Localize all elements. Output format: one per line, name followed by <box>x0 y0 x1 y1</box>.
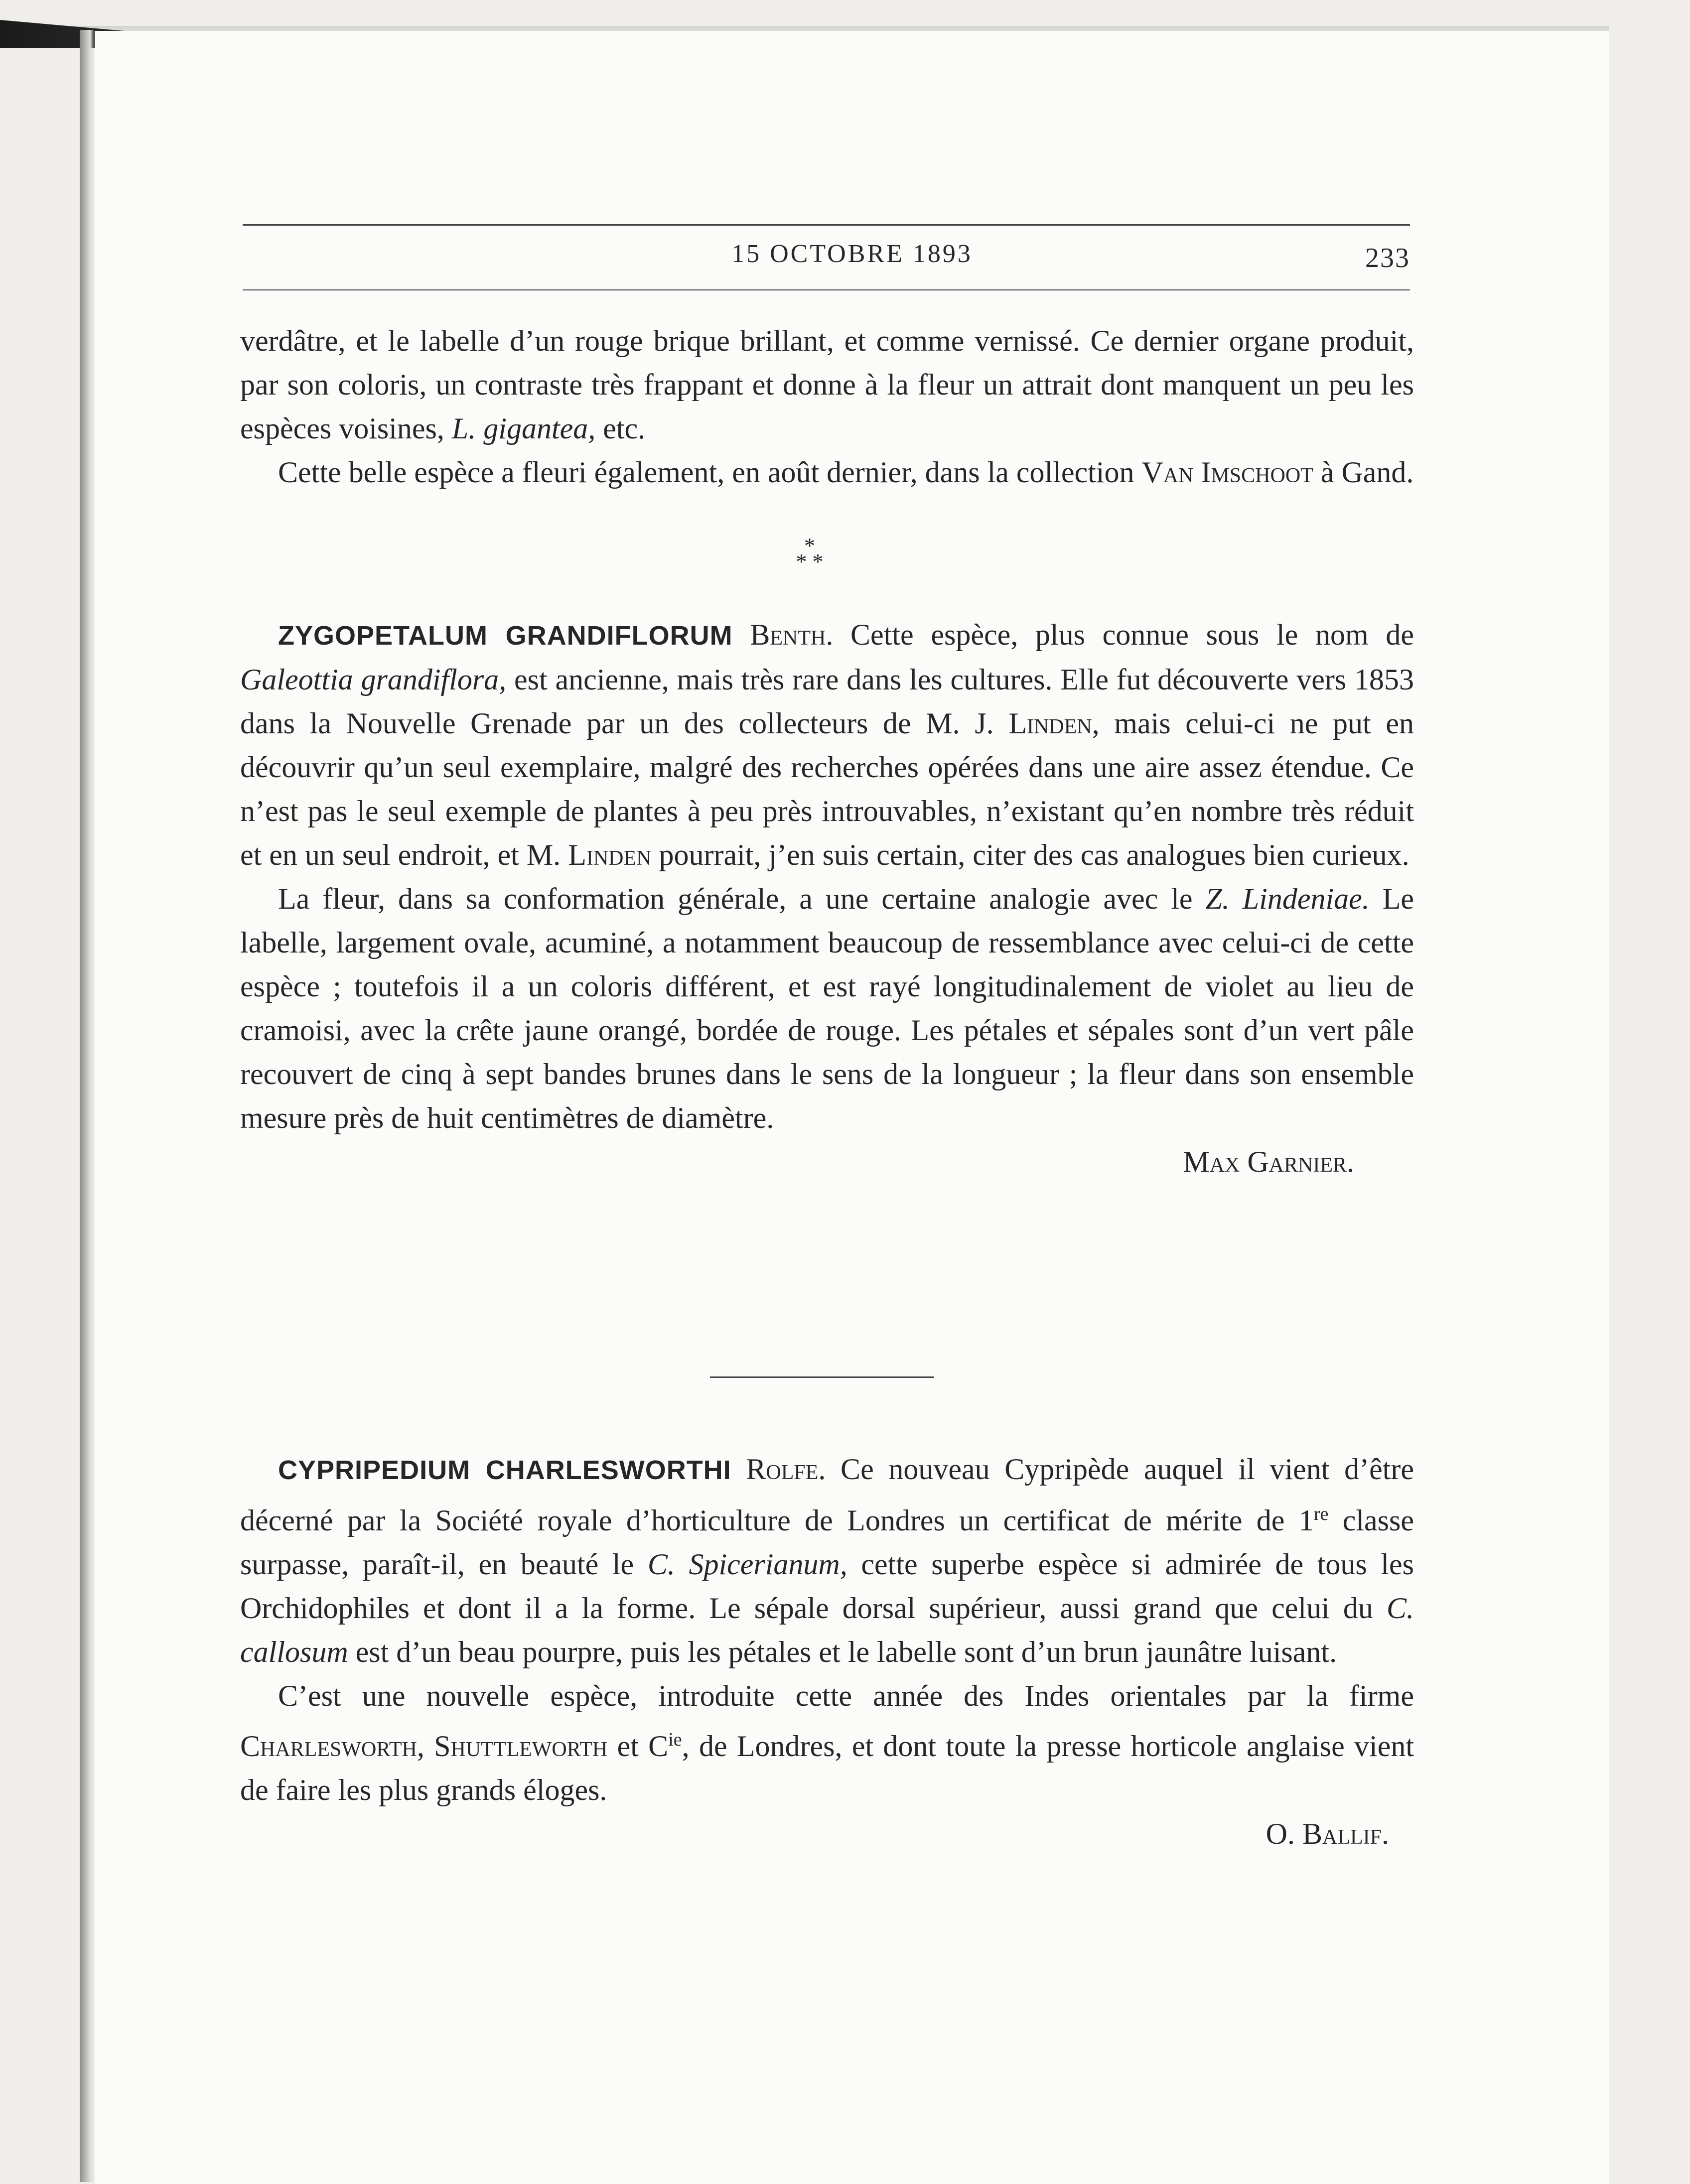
text-run: , mais celui-ci ne put en découvrir qu’un seul exemplaire, malgré des recherches opérées dans une aire assez étendue. Ce n’est pas le seul exemple de plantes à peu près introuvables, n’existant qu’en nombre très réduit et en un seul endroit, et M. <box>240 707 1414 871</box>
text-run: etc. <box>595 412 646 445</box>
paragraph <box>240 1674 1414 1812</box>
header-rule-bottom <box>243 289 1410 290</box>
paragraph <box>240 1447 1414 1674</box>
species-author: Rolfe. <box>746 1453 826 1486</box>
header-date: 15 OCTOBRE 1893 <box>731 240 973 268</box>
small-caps-name: Shuttleworth <box>434 1730 608 1763</box>
paragraph <box>240 319 1414 450</box>
text-run: La fleur, dans sa conformation générale, a une certaine analogie avec le <box>278 882 1206 915</box>
asterism-divider: * * * <box>796 534 824 574</box>
text-run: cette superbe espèce si admirée de tous les Orchidophiles et dont il a la forme. Le sépale dorsal supérieur, aussi grand que celui du <box>240 1548 1414 1625</box>
header-rule-top <box>243 224 1410 226</box>
italic-name: C. callosum <box>240 1592 1414 1668</box>
superscript: re <box>1313 1503 1329 1524</box>
paragraph <box>240 613 1414 877</box>
text-run: classe surpasse, paraît-il, en beauté le <box>240 1504 1414 1581</box>
text-run: verdâtre, et le labelle d’un rouge brique brillant, et comme vernissé. Ce dernier organe produit, par son coloris, un contraste très frappant et donne à la fleur un attrait dont manquent un peu les espèces voisines, <box>240 324 1414 445</box>
text-run: est ancienne, mais très rare dans les cultures. Elle fut découverte vers 1853 dans la Nouvelle Grenade par un des collecteurs de M. J. <box>240 663 1414 740</box>
article-laelia-end <box>240 319 1414 494</box>
text-run: pourrait, j’en suis certain, citer des cas analogues bien curieux. <box>651 838 1409 871</box>
text-run: et C <box>607 1730 669 1763</box>
text-run: , <box>417 1730 434 1763</box>
italic-name: Galeottia grandiflora, <box>240 663 507 696</box>
scan-left-edge <box>80 30 95 2182</box>
signature <box>240 1140 1414 1184</box>
author-name: O. Ballif. <box>1266 1817 1389 1850</box>
species-heading: CYPRIPEDIUM CHARLESWORTHI <box>278 1455 731 1485</box>
text-run: Ce nouveau Cypripède auquel il vient d’être décerné par la Société royale d’horticulture de Londres un certificat de mérite de 1 <box>240 1453 1414 1537</box>
small-caps-name: Linden <box>1008 707 1092 740</box>
text-run: C’est une nouvelle espèce, introduite cette année des Indes orientales par la firme <box>278 1679 1414 1712</box>
paragraph <box>240 877 1414 1140</box>
small-caps-name: Linden <box>568 838 652 871</box>
species-heading: ZYGOPETALUM GRANDIFLORUM <box>278 621 733 651</box>
page-number: 233 <box>1365 243 1410 273</box>
italic-name: C. Spicerianum, <box>647 1548 847 1581</box>
italic-name: L. gigantea, <box>451 412 596 445</box>
small-caps-name: Charlesworth <box>240 1730 417 1763</box>
text-run: est d’un beau pourpre, puis les pétales et le labelle sont d’un brun jaunâtre luisant. <box>348 1636 1337 1668</box>
section-separator <box>710 1376 934 1378</box>
text-run: Le labelle, largement ovale, acuminé, a notamment beaucoup de ressemblance avec celui-ci de cette espèce ; toutefois il a un coloris différent, et est rayé longitudinalement de violet au lieu de cramoisi, avec la crête jaune orangé, bordée de rouge. Les pétales et sépales sont d’un vert pâle recouvert de cinq à sept bandes brunes dans le sens de la longueur ; la fleur dans son ensemble mesure près de huit centimètres de diamètre. <box>240 882 1414 1134</box>
text-run: , de Londres, et dont toute la presse horticole anglaise vient de faire les plus grands éloges. <box>240 1730 1414 1806</box>
article-zygopetalum <box>240 613 1414 1184</box>
author-name: Max Garnier. <box>1183 1145 1354 1178</box>
italic-name: Z. Lindeniae. <box>1205 882 1370 915</box>
superscript: ie <box>668 1729 682 1750</box>
species-author: Benth. <box>750 618 834 651</box>
small-caps-name: Van Imschoot <box>1141 456 1313 489</box>
text-run: à Gand. <box>1313 456 1414 489</box>
article-cypripedium <box>240 1447 1414 1856</box>
signature <box>240 1812 1414 1856</box>
text-run: Cette belle espèce a fleuri également, en août dernier, dans la collection <box>278 456 1142 489</box>
text-run: Cette espèce, plus connue sous le nom de <box>833 618 1414 651</box>
paragraph <box>240 450 1414 494</box>
